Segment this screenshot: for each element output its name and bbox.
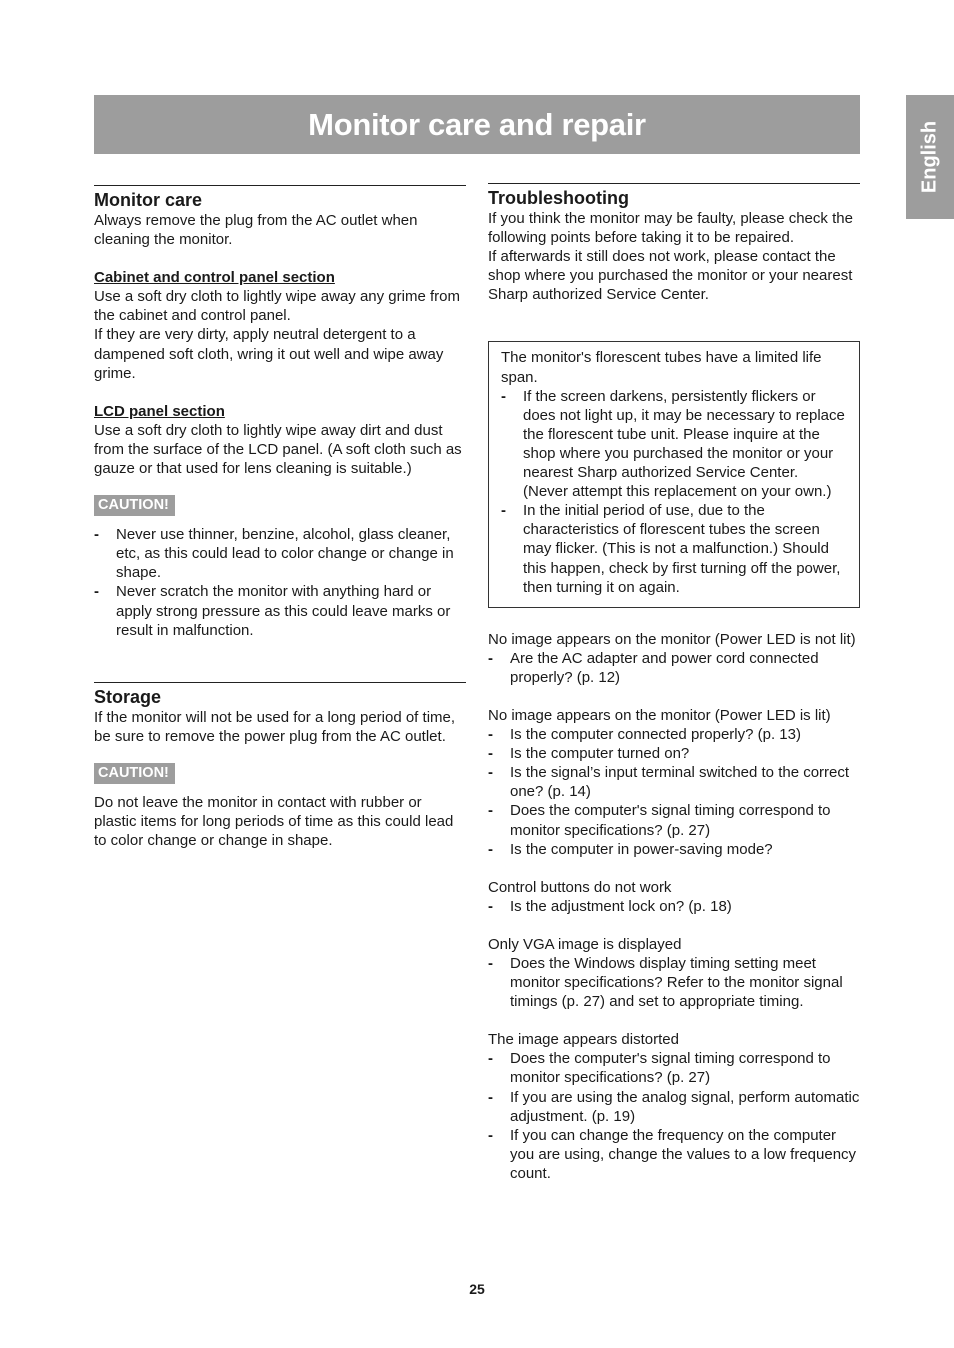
troubleshooting-heading: Troubleshooting (488, 188, 629, 208)
list-item: - If you are using the analog signal, perform automatic adjustment. (p. 19) (488, 1088, 860, 1126)
symptom-group (488, 878, 860, 916)
list-item: - Does the Windows display timing setting meet monitor specifications? Refer to the monitor signal timings (p. 27) and set to appropriate timing. (488, 954, 860, 1011)
storage-paragraph: If the monitor will not be used for a long period of time, be sure to remove the power plug from the AC outlet. (94, 709, 456, 746)
left-column (94, 185, 466, 850)
storage-caution-text: Do not leave the monitor in contact with rubber or plastic items for long periods of time as this could lead to color change or change in shape. (94, 794, 454, 850)
symptom-title: Only VGA image is displayed (488, 935, 682, 953)
list-item: - Never use thinner, benzine, alcohol, glass cleaner, etc, as this could lead to color change or change in shape. (94, 525, 466, 582)
symptom-title: No image appears on the monitor (Power LED is lit) (488, 706, 831, 724)
page-title-banner (94, 95, 860, 154)
page-number: 25 (469, 1281, 485, 1297)
list-item: - Is the computer turned on? (488, 744, 860, 763)
symptom-group (488, 935, 860, 1011)
notice-list (501, 387, 847, 597)
symptom-title: Control buttons do not work (488, 878, 672, 896)
florescent-tube-notice-box (488, 341, 860, 607)
symptom-group (488, 706, 860, 859)
list-item: - Does the computer's signal timing correspond to monitor specifications? (p. 27) (488, 1049, 860, 1087)
monitor-care-intro: Always remove the plug from the AC outlet when cleaning the monitor. (94, 212, 418, 249)
list-item: - Does the computer's signal timing correspond to monitor specifications? (p. 27) (488, 801, 860, 839)
lcd-paragraph: Use a soft dry cloth to lightly wipe away dirt and dust from the surface of the LCD panel. (A soft cloth such as gauze or that used for lens cleaning is suitable.) (94, 421, 462, 478)
cabinet-heading: Cabinet and control panel section (94, 269, 335, 287)
symptom-title: No image appears on the monitor (Power LED is not lit) (488, 630, 856, 648)
page-title: Monitor care and repair (308, 106, 646, 142)
storage-section (94, 682, 466, 850)
check-list (488, 649, 860, 687)
list-item: - If the screen darkens, persistently flickers or does not light up, it may be necessary to replace the florescent tube unit. Please inquire at the shop where you purchased the monitor or your nearest Sharp authorized Service Center. (Never attempt this replacement on your own.) (501, 387, 847, 502)
list-item: - Is the signal’s input terminal switched to the correct one? (p. 14) (488, 763, 860, 801)
caution-badge: CAUTION! (94, 495, 175, 516)
right-column (488, 183, 860, 1183)
symptom-title: The image appears distorted (488, 1031, 679, 1049)
language-tab-label: English (918, 120, 941, 194)
check-list (488, 1049, 860, 1183)
list-item: - Is the adjustment lock on? (p. 18) (488, 897, 860, 916)
symptom-group (488, 1030, 860, 1183)
language-tab (906, 95, 954, 219)
cabinet-paragraph: Use a soft dry cloth to lightly wipe away any grime from the cabinet and control panel. (94, 288, 460, 325)
notice-lead: The monitor's florescent tubes have a limited life span. (501, 349, 822, 386)
list-item: - Never scratch the monitor with anything hard or apply strong pressure as this could leave marks or result in malfunction. (94, 582, 466, 639)
list-item: - If you can change the frequency on the computer you are using, change the values to a low frequency count. (488, 1126, 860, 1183)
cabinet-paragraph: If they are very dirty, apply neutral detergent to a dampened soft cloth, wring it out well and wipe away grime. (94, 326, 444, 382)
caution-badge: CAUTION! (94, 763, 175, 784)
monitor-care-section (94, 185, 466, 640)
check-list (488, 897, 860, 916)
storage-heading: Storage (94, 687, 162, 707)
monitor-care-heading: Monitor care (94, 190, 203, 210)
list-item: - Are the AC adapter and power cord connected properly? (p. 12) (488, 649, 860, 687)
symptom-group (488, 630, 860, 687)
troubleshooting-intro: If afterwards it still does not work, please contact the shop where you purchased the monitor or your nearest Sharp authorized Service Center. (488, 248, 853, 304)
lcd-heading: LCD panel section (94, 402, 225, 420)
list-item: - Is the computer in power-saving mode? (488, 840, 860, 859)
troubleshooting-intro: If you think the monitor may be faulty, please check the following points before taking it to be repaired. (488, 210, 853, 247)
list-item: - In the initial period of use, due to the characteristics of florescent tubes the screen may flicker. (This is not a malfunction.) Should this happen, check by first turning off the power, then turning it on again. (501, 501, 847, 596)
check-list (488, 725, 860, 859)
list-item: - Is the computer connected properly? (p. 13) (488, 725, 860, 744)
check-list (488, 954, 860, 1011)
caution-list (94, 525, 466, 640)
troubleshooting-section (488, 183, 860, 1183)
